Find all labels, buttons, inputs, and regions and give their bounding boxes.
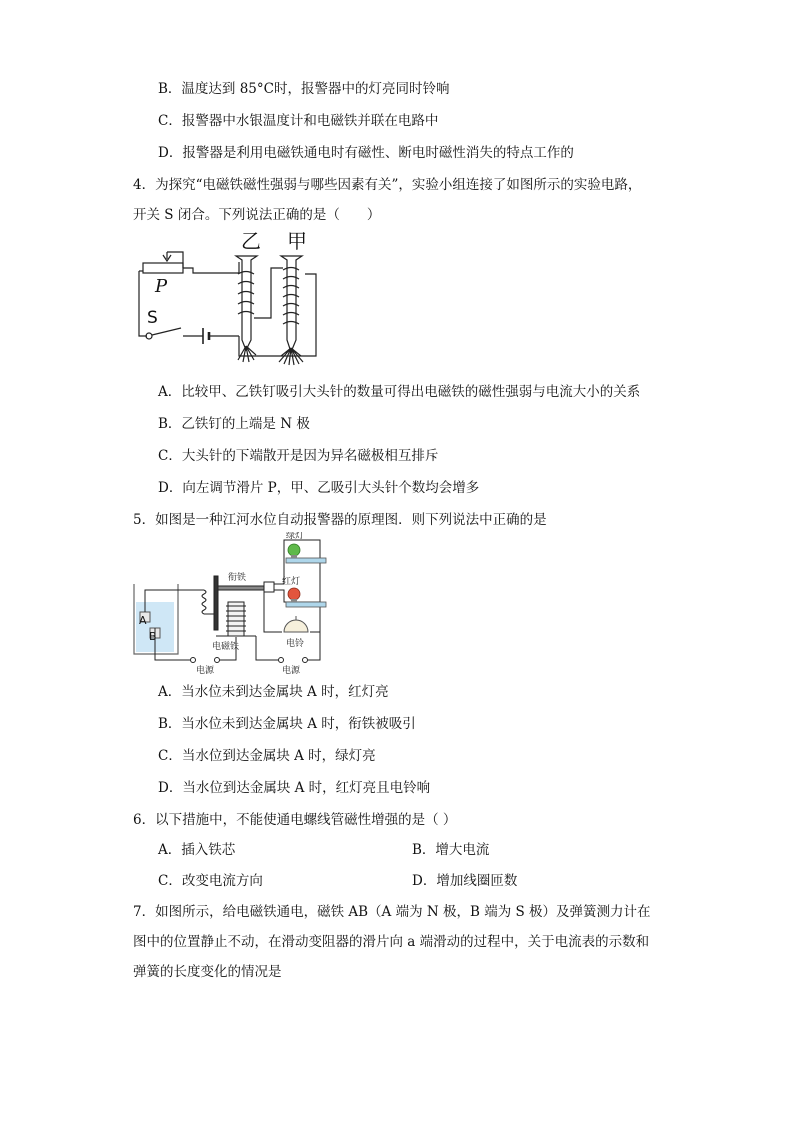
label-electromagnet: 电磁铁 xyxy=(212,642,240,652)
q6-option-c: C．改变电流方向 xyxy=(158,873,263,889)
q5-figure-alarm xyxy=(132,532,332,674)
label-p: P xyxy=(155,276,168,297)
label-power-left: 电源 xyxy=(196,666,215,674)
label-bell: 电铃 xyxy=(286,639,305,649)
q5-option-b: B．当水位未到达金属块 A 时，衔铁被吸引 xyxy=(158,716,416,732)
red-lamp-bulb xyxy=(288,588,300,600)
q3-option-b: B．温度达到 85°C时，报警器中的灯亮同时铃响 xyxy=(158,81,450,97)
label-s: S xyxy=(147,308,158,328)
q7-stem-line2: 图中的位置静止不动，在滑动变阻器的滑片向 a 端滑动的过程中，关于电流表的示数和 xyxy=(133,934,650,950)
q6-option-b: B．增大电流 xyxy=(412,842,490,858)
q6-option-d: D．增加线圈匝数 xyxy=(412,873,518,889)
label-yi: 乙 xyxy=(241,229,261,253)
label-red-lamp: 红灯 xyxy=(282,577,301,587)
q5-option-d: D．当水位到达金属块 A 时，红灯亮且电铃响 xyxy=(158,780,431,796)
label-green-lamp: 绿灯 xyxy=(286,532,305,541)
q4-option-d: D．向左调节滑片 P，甲、乙吸引大头针个数均会增多 xyxy=(158,480,480,496)
green-lamp-bulb xyxy=(288,544,300,556)
label-metal-a: A xyxy=(139,614,147,627)
q6-option-a: A．插入铁芯 xyxy=(158,842,236,858)
q5-option-a: A．当水位未到达金属块 A 时，红灯亮 xyxy=(158,684,389,700)
q3-option-d: D．报警器是利用电磁铁通电时有磁性、断电时磁性消失的特点工作的 xyxy=(158,145,574,161)
q7-stem-line3: 弹簧的长度变化的情况是 xyxy=(133,964,282,980)
q5-stem: 5．如图是一种江河水位自动报警器的原理图．则下列说法中正确的是 xyxy=(133,512,547,528)
q6-stem: 6．以下措施中，不能使通电螺线管磁性增强的是（ ） xyxy=(133,812,457,828)
q4-option-b: B．乙铁钉的上端是 N 极 xyxy=(158,416,310,432)
label-power-right: 电源 xyxy=(282,666,301,674)
q5-option-c: C．当水位到达金属块 A 时，绿灯亮 xyxy=(158,748,376,764)
q4-stem-line2: 开关 S 闭合。下列说法正确的是（ ） xyxy=(133,207,381,223)
q4-figure-circuit xyxy=(125,228,325,376)
q3-option-c: C．报警器中水银温度计和电磁铁并联在电路中 xyxy=(158,113,439,129)
q4-option-a: A．比较甲、乙铁钉吸引大头针的数量可得出电磁铁的磁性强弱与电流大小的关系 xyxy=(158,384,641,400)
q4-option-c: C．大头针的下端散开是因为异名磁极相互排斥 xyxy=(158,448,439,464)
label-metal-b: B xyxy=(149,630,157,643)
label-jia: 甲 xyxy=(287,229,307,253)
label-armature: 衔铁 xyxy=(228,573,247,583)
q7-stem-line1: 7．如图所示，给电磁铁通电，磁铁 AB（A 端为 N 极，B 端为 S 极）及弹簧测力计在 xyxy=(133,904,651,920)
q4-stem-line1: 4．为探究“电磁铁磁性强弱与哪些因素有关”，实验小组连接了如图所示的实验电路， xyxy=(133,177,642,193)
